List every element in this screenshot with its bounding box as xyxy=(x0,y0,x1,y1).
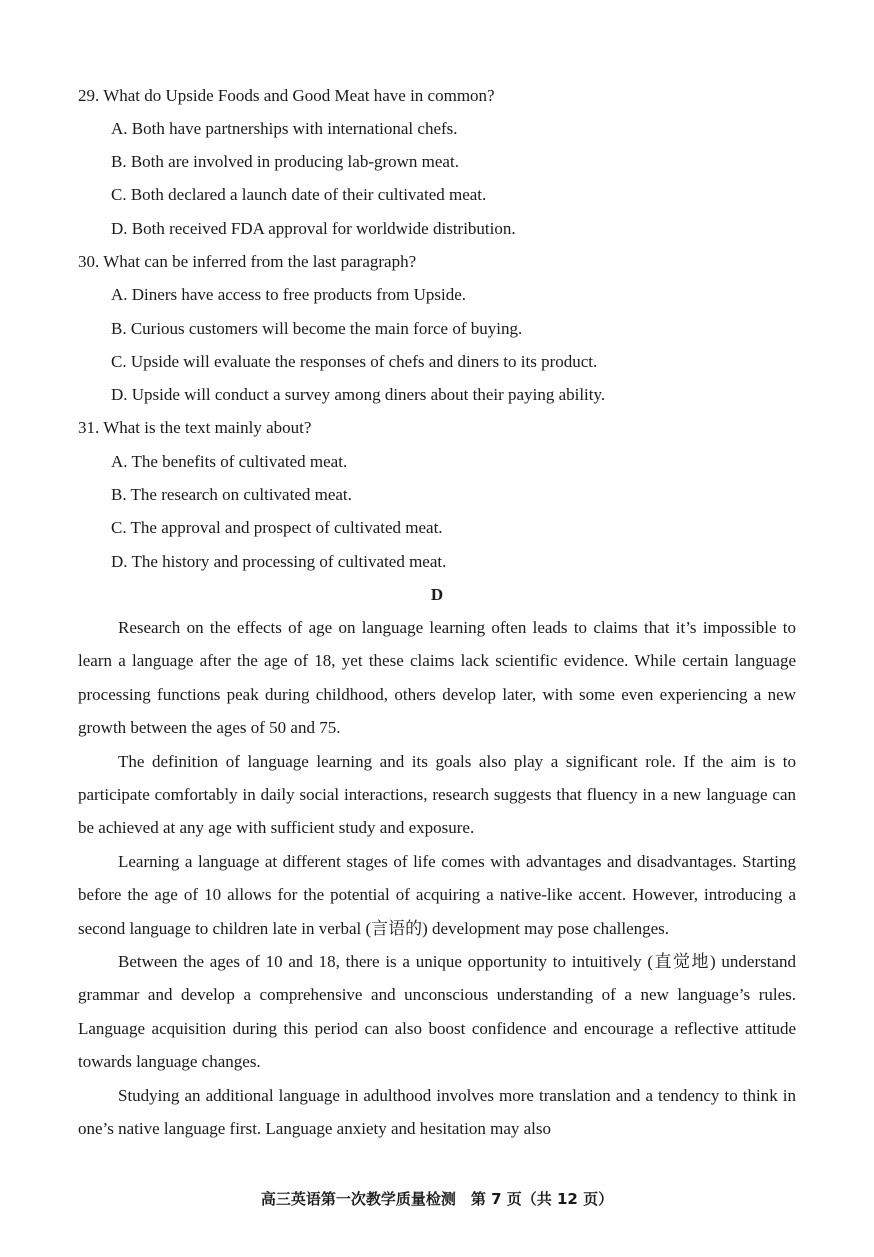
section-heading: D xyxy=(430,585,444,604)
question-29-stem: 29. What do Upside Foods and Good Meat have in common? xyxy=(78,86,495,105)
question-30-option-d: D. Upside will conduct a survey among diners about their paying ability. xyxy=(111,385,606,404)
question-31-stem: 31. What is the text mainly about? xyxy=(78,418,312,437)
question-29-option-d: D. Both received FDA approval for worldwide distribution. xyxy=(111,219,516,238)
paragraph-3: Learning a language at different stages of life comes with advantages and disadvantages. Starting before the age of 10 allows for the potential of acquiring a native-like accent. However, introducing a second language to children late in verbal (言语的) development may pose challenges. xyxy=(78,851,796,938)
question-31-option-d: D. The history and processing of cultivated meat. xyxy=(111,552,447,571)
question-30-stem: 30. What can be inferred from the last paragraph? xyxy=(78,252,417,271)
question-29-option-c: C. Both declared a launch date of their cultivated meat. xyxy=(111,185,487,204)
page-footer: 高三英语第一次教学质量检测 第 7 页（共 12 页） xyxy=(260,1190,614,1208)
question-31-option-b: B. The research on cultivated meat. xyxy=(111,485,352,504)
question-31-option-a: A. The benefits of cultivated meat. xyxy=(111,452,348,471)
question-30-option-c: C. Upside will evaluate the responses of chefs and diners to its product. xyxy=(111,352,598,371)
paragraph-5: Studying an additional language in adulthood involves more translation and a tendency to think in one’s native language first. Language anxiety and hesitation may also xyxy=(78,1085,796,1139)
question-30-option-a: A. Diners have access to free products from Upside. xyxy=(111,285,466,304)
question-30-option-b: B. Curious customers will become the main force of buying. xyxy=(111,319,523,338)
question-29-option-a: A. Both have partnerships with international chefs. xyxy=(111,119,458,138)
paragraph-1: Research on the effects of age on language learning often leads to claims that it’s impossible to learn a language after the age of 18, yet these claims lack scientific evidence. While certain language processing functions peak during childhood, others develop later, with some even experiencing a new growth between the ages of 50 and 75. xyxy=(78,618,796,738)
passage xyxy=(78,611,796,1146)
question-31-option-c: C. The approval and prospect of cultivated meat. xyxy=(111,518,443,537)
question-29-option-b: B. Both are involved in producing lab-grown meat. xyxy=(111,152,459,171)
paragraph-4: Between the ages of 10 and 18, there is a unique opportunity to intuitively (直觉地) understand grammar and develop a comprehensive and unconscious understanding of a new language’s rules. Language acquisition during this period can also boost confidence and encourage a reflective attitude towards language changes. xyxy=(78,952,796,1072)
paragraph-2: The definition of language learning and its goals also play a significant role. If the aim is to participate comfortably in daily social interactions, research suggests that fluency in a new language can be achieved at any age with sufficient study and exposure. xyxy=(78,751,796,838)
